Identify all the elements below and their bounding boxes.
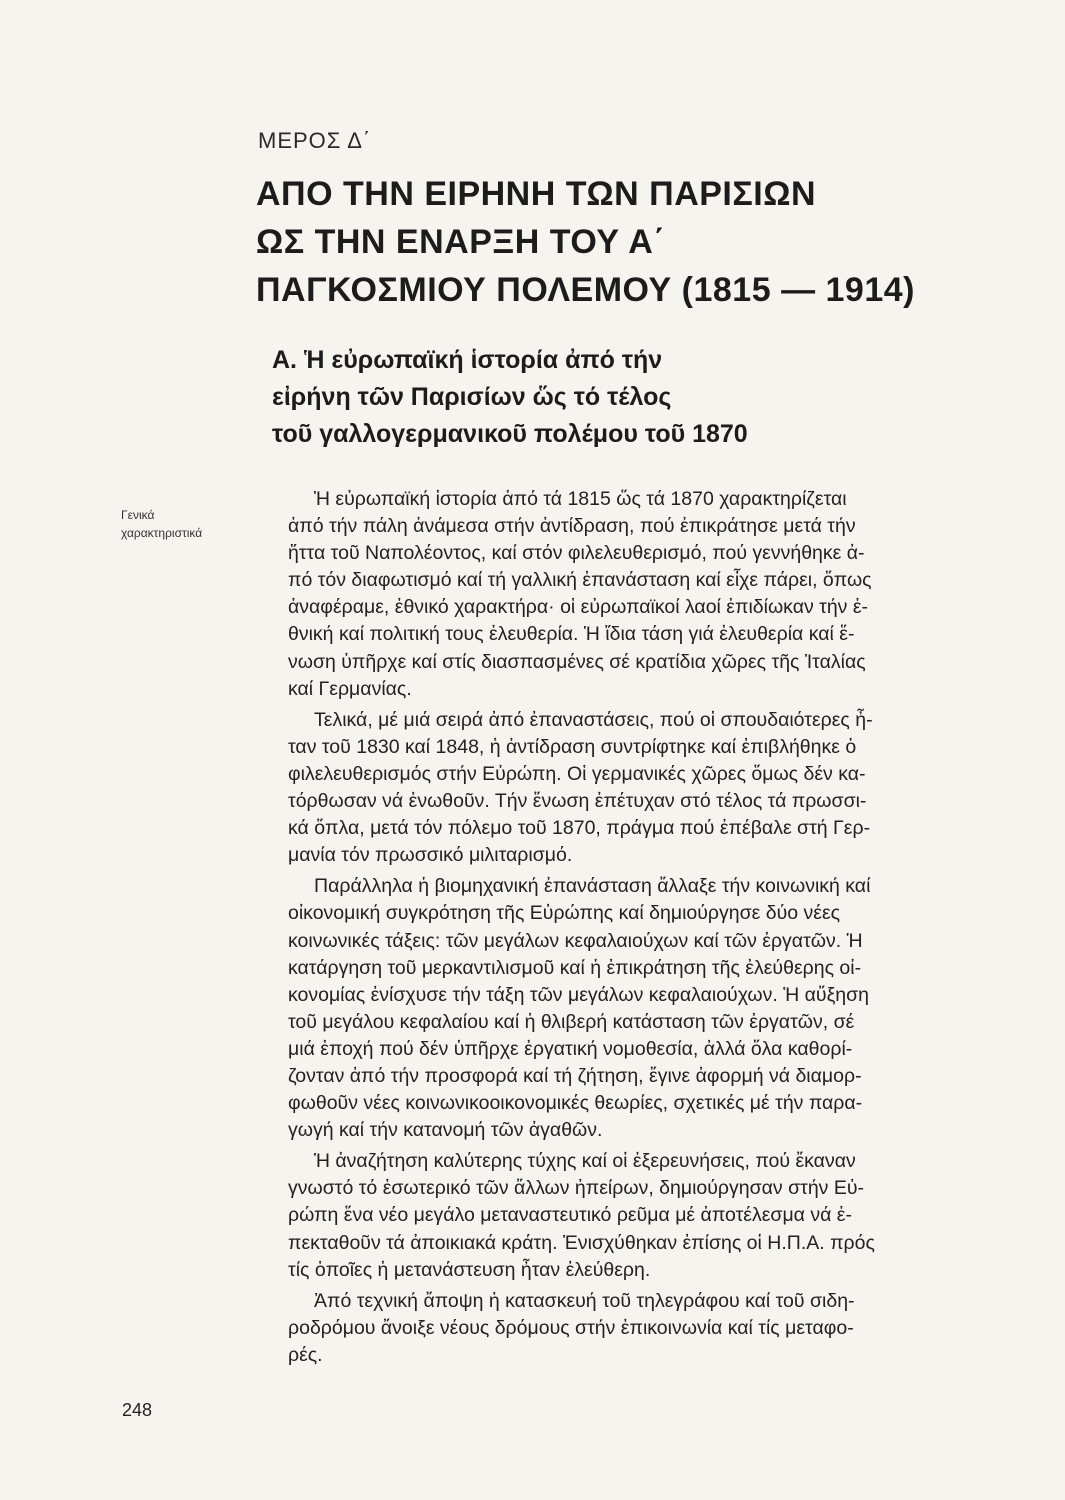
paragraph-line: Ἡ ἀναζήτηση καλύτερης τύχης καί οἱ ἐξερευνήσεις, πού ἔκαναν bbox=[314, 1150, 856, 1173]
paragraph bbox=[288, 873, 1043, 1144]
paragraph-line: φωθοῦν νέες κοινωνικοοικονομικές θεωρίες, σχετικές μέ τήν παρα- bbox=[288, 1092, 863, 1115]
section-title-line: Α. Ἡ εὐρωπαϊκή ἱστορία ἀπό τήν bbox=[272, 346, 663, 374]
paragraph bbox=[288, 1288, 1043, 1369]
paragraph-line: Παράλληλα ἡ βιομηχανική ἐπανάσταση ἄλλαξε τήν κοινωνική καί bbox=[314, 875, 871, 898]
margin-note-line: χαρακτηριστικά bbox=[121, 526, 203, 540]
paragraph-line: κονομίας ἐνίσχυσε τήν τάξη τῶν μεγάλων κεφαλαιούχων. Ἡ αὔξηση bbox=[288, 983, 870, 1006]
paragraph-line: γνωστό τό ἐσωτερικό τῶν ἄλλων ἠπείρων, δημιούργησαν στήν Εὐ- bbox=[288, 1177, 865, 1200]
paragraph-line: ρές. bbox=[288, 1343, 323, 1366]
main-title-line: ΑΠΟ ΤΗΝ ΕΙΡΗΝΗ ΤΩΝ ΠΑΡΙΣΙΩΝ bbox=[256, 175, 817, 213]
paragraph-line: μιά ἐποχή πού δέν ὑπῆρχε ἐργατική νομοθεσία, ἀλλά ὅλα καθορί- bbox=[288, 1037, 853, 1060]
paragraph-line: ἥττα τοῦ Ναπολέοντος, καί στόν φιλελευθερισμό, πού γεννήθηκε ἀ- bbox=[288, 542, 865, 565]
paragraph-line: γωγή καί τήν κατανομή τῶν ἀγαθῶν. bbox=[288, 1119, 603, 1142]
main-title-line: ΠΑΓΚΟΣΜΙΟΥ ΠΟΛΕΜΟΥ (1815 — 1914) bbox=[256, 271, 915, 309]
paragraph-line: οἰκονομική συγκρότηση τῆς Εὐρώπης καί δημιούργησε δύο νέες bbox=[288, 902, 841, 925]
paragraph-line: ρώπη ἕνα νέο μεγάλο μεταναστευτικό ρεῦμα μέ ἀποτέλεσμα νά ἐ- bbox=[288, 1204, 852, 1227]
paragraph-line: ταν τοῦ 1830 καί 1848, ἡ ἀντίδραση συντρίφτηκε καί ἐπιβλήθηκε ὁ bbox=[288, 735, 857, 758]
paragraph-line: Τελικά, μέ μιά σειρά ἀπό ἐπαναστάσεις, πού οἱ σπουδαιότερες ἦ- bbox=[314, 708, 873, 731]
body-text bbox=[288, 486, 1043, 1369]
paragraph-line: τίς ὁποῖες ἡ μετανάστευση ἦταν ἐλεύθερη. bbox=[288, 1258, 651, 1281]
paragraph bbox=[288, 707, 1043, 870]
paragraph-line: ροδρόμου ἄνοιξε νέους δρόμους στήν ἐπικοινωνία καί τίς μεταφο- bbox=[288, 1316, 854, 1339]
section-title-line: εἰρήνη τῶν Παρισίων ὥς τό τέλος bbox=[272, 383, 672, 411]
paragraph-line: καί Γερμανίας. bbox=[288, 677, 412, 700]
main-title bbox=[256, 170, 956, 314]
paragraph-line: κατάργηση τοῦ μερκαντιλισμοῦ καί ἡ ἐπικράτηση τῆς ἐλεύθερης οἰ- bbox=[288, 956, 862, 979]
paragraph-line: κοινωνικές τάξεις: τῶν μεγάλων κεφαλαιούχων καί τῶν ἐργατῶν. Ἡ bbox=[288, 929, 863, 952]
paragraph-line: Ἡ εὐρωπαϊκή ἱστορία ἀπό τά 1815 ὥς τά 1870 χαρακτηρίζεται bbox=[314, 488, 847, 510]
paragraph-line: Ἀπό τεχνική ἄποψη ἡ κατασκευή τοῦ τηλεγράφου καί τοῦ σιδη- bbox=[314, 1289, 855, 1312]
page-number: 248 bbox=[122, 1400, 153, 1420]
paragraph-line: πό τόν διαφωτισμό καί τή γαλλική ἐπανάσταση καί εἶχε πάρει, ὅπως bbox=[288, 569, 872, 592]
part-label: ΜΕΡΟΣ Δ΄ bbox=[258, 128, 372, 153]
margin-note-line: Γενικά bbox=[121, 508, 155, 522]
paragraph-line: ἀναφέραμε, ἐθνικό χαρακτήρα· οἱ εὐρωπαϊκοί λαοί ἐπιδίωκαν τήν ἐ- bbox=[288, 596, 869, 619]
paragraph-line: τοῦ μεγάλου κεφαλαίου καί ἡ θλιβερή κατάσταση τῶν ἐργατῶν, σέ bbox=[288, 1010, 855, 1033]
paragraph-line: κά ὅπλα, μετά τόν πόλεμο τοῦ 1870, πράγμα πού ἐπέβαλε στή Γερ- bbox=[288, 817, 871, 840]
margin-note bbox=[121, 506, 261, 542]
paragraph-line: θνική καί πολιτική τους ἐλευθερία. Ἡ ἴδια τάση γιά ἐλευθερία καί ἕ- bbox=[288, 623, 855, 646]
paragraph-line: φιλελευθερισμός στήν Εὐρώπη. Οἱ γερμανικές χῶρες ὅμως δέν κα- bbox=[288, 762, 866, 785]
section-title bbox=[272, 342, 932, 453]
main-title-line: ΩΣ ΤΗΝ ΕΝΑΡΞΗ ΤΟΥ Α΄ bbox=[256, 223, 666, 261]
paragraph-line: νωση ὑπῆρχε καί στίς διασπασμένες σέ κρατίδια χῶρες τῆς Ἰταλίας bbox=[288, 650, 866, 673]
paragraph-line: ἀπό τήν πάλη ἀνάμεσα στήν ἀντίδραση, πού ἐπικράτησε μετά τήν bbox=[288, 515, 856, 538]
paragraph-line: μανία τόν πρωσσικό μιλιταρισμό. bbox=[288, 844, 573, 867]
paragraph-line: ζονταν ἀπό τήν προσφορά καί τή ζήτηση, ἔγινε ἀφορμή νά διαμορ- bbox=[288, 1064, 862, 1087]
paragraph bbox=[288, 486, 1043, 703]
paragraph-line: πεκταθοῦν τά ἀποικιακά κράτη. Ἐνισχύθηκαν ἐπίσης οἱ Η.Π.Α. πρός bbox=[288, 1231, 875, 1254]
section-title-line: τοῦ γαλλογερμανικοῦ πολέμου τοῦ 1870 bbox=[272, 420, 748, 448]
paragraph-line: τόρθωσαν νά ἑνωθοῦν. Τήν ἕνωση ἐπέτυχαν στό τέλος τά πρωσσι- bbox=[288, 790, 867, 813]
paragraph bbox=[288, 1148, 1043, 1283]
